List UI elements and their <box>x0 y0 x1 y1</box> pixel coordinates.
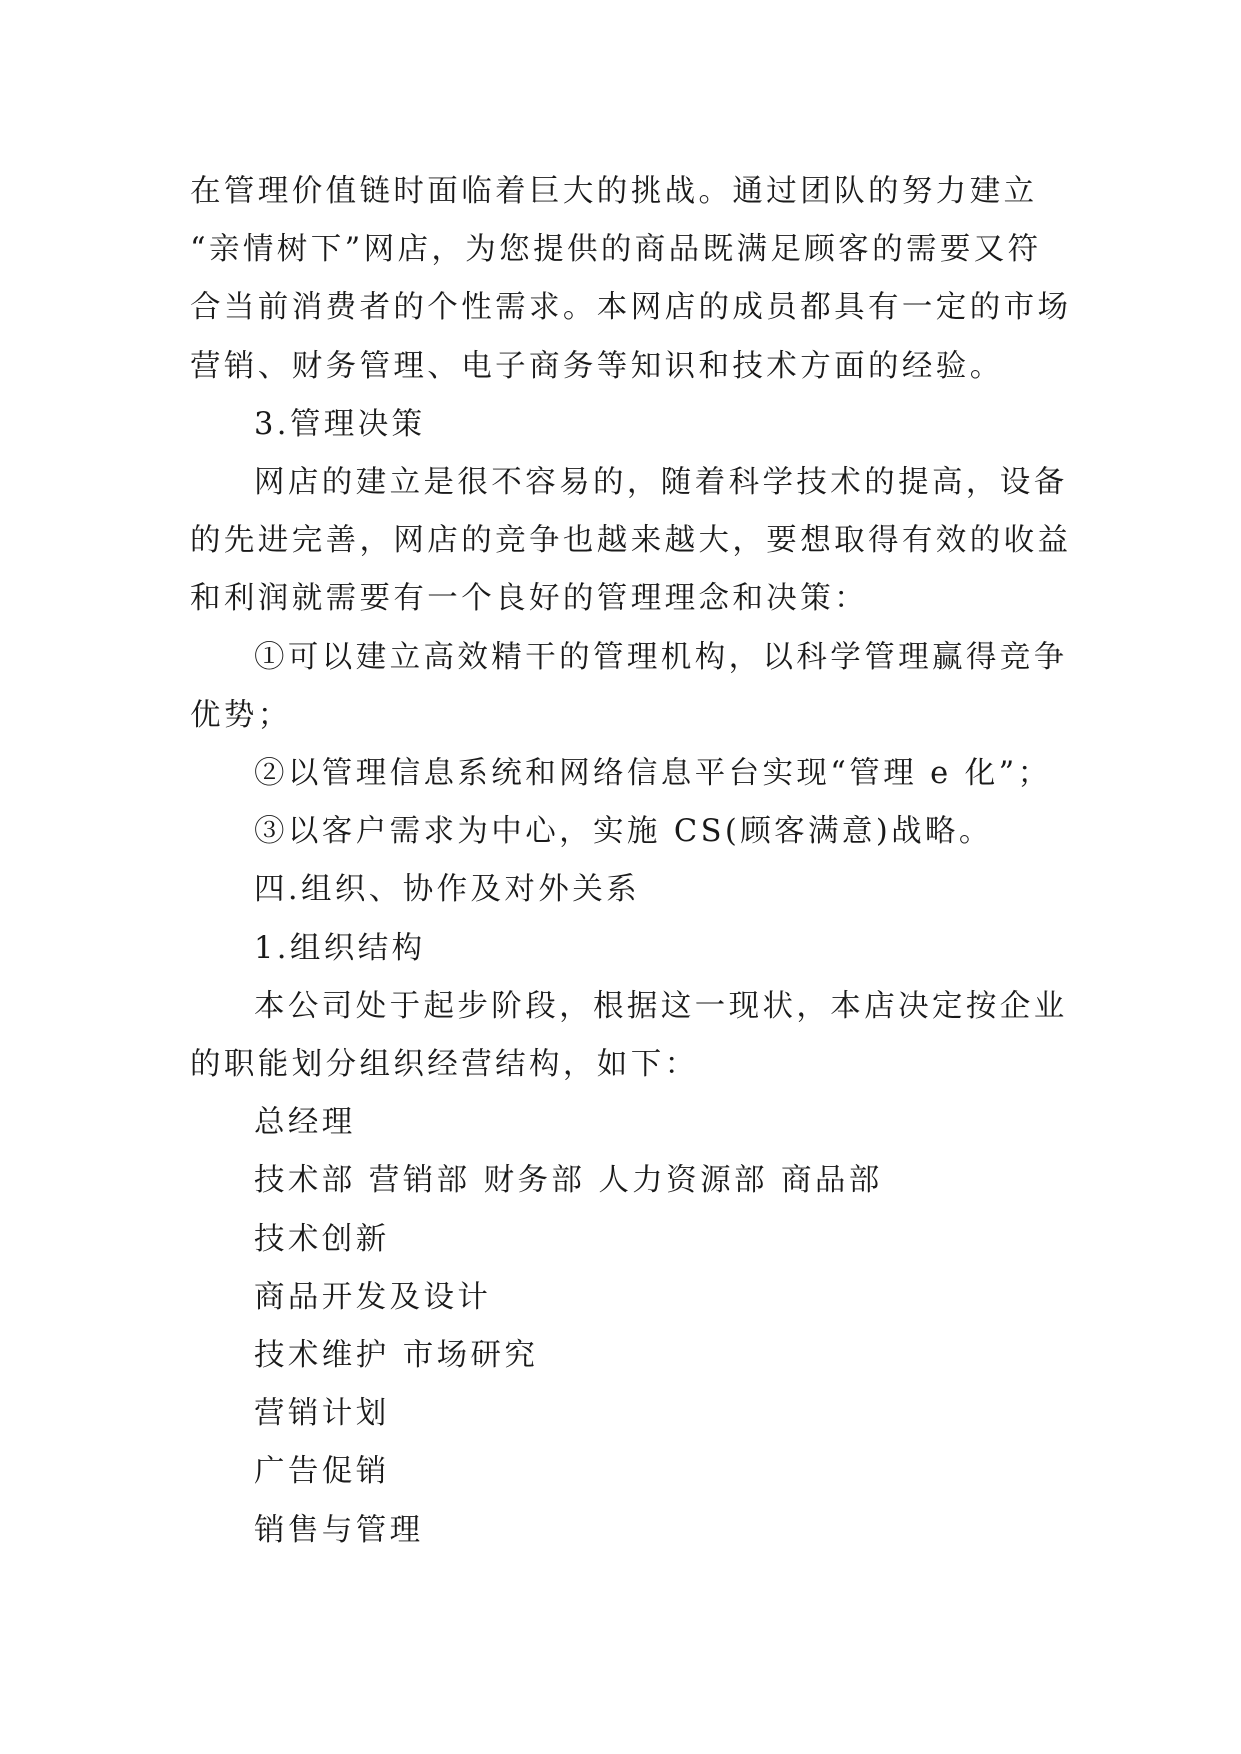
org-structure-line: 营销计划 <box>254 1396 390 1432</box>
list-item: ②以管理信息系统和网络信息平台实现“管理 e 化”； <box>254 756 1052 792</box>
org-structure-line: 技术部 营销部 财务部 人力资源部 商品部 <box>254 1163 883 1199</box>
list-item: ③以客户需求为中心，实施 CS(顾客满意)战略。 <box>254 814 993 850</box>
paragraph-line: 网店的建立是很不容易的，随着科学技术的提高，设备 <box>254 465 1068 501</box>
paragraph-line: 的先进完善，网店的竞争也越来越大，要想取得有效的收益 <box>190 523 1072 559</box>
list-item-continuation: 优势； <box>190 697 292 733</box>
paragraph-line: 合当前消费者的个性需求。本网店的成员都具有一定的市场 <box>190 290 1072 326</box>
org-structure-line: 技术创新 <box>254 1221 390 1257</box>
org-structure-line: 总经理 <box>254 1105 356 1141</box>
subsection-heading: 1.组织结构 <box>254 930 426 966</box>
paragraph-line: 营销、财务管理、电子商务等知识和技术方面的经验。 <box>190 348 1004 384</box>
paragraph-line: 和利润就需要有一个良好的管理理念和决策： <box>190 581 868 617</box>
paragraph-line: 本公司处于起步阶段，根据这一现状，本店决定按企业 <box>254 988 1068 1024</box>
org-structure-line: 商品开发及设计 <box>254 1279 492 1315</box>
section-heading: 3.管理决策 <box>254 406 426 442</box>
paragraph-line: “亲情树下”网店，为您提供的商品既满足顾客的需要又符 <box>190 232 1042 268</box>
list-item: ①可以建立高效精干的管理机构，以科学管理赢得竞争 <box>254 639 1068 675</box>
org-structure-line: 销售与管理 <box>254 1512 424 1548</box>
paragraph-line: 在管理价值链时面临着巨大的挑战。通过团队的努力建立 <box>190 174 1038 209</box>
document-body <box>190 163 1072 1560</box>
section-heading: 四.组织、协作及对外关系 <box>254 872 640 908</box>
org-structure-line: 广告促销 <box>254 1454 390 1490</box>
org-structure-line: 技术维护 市场研究 <box>254 1338 539 1374</box>
paragraph-line: 的职能划分组织经营结构，如下： <box>190 1047 699 1083</box>
